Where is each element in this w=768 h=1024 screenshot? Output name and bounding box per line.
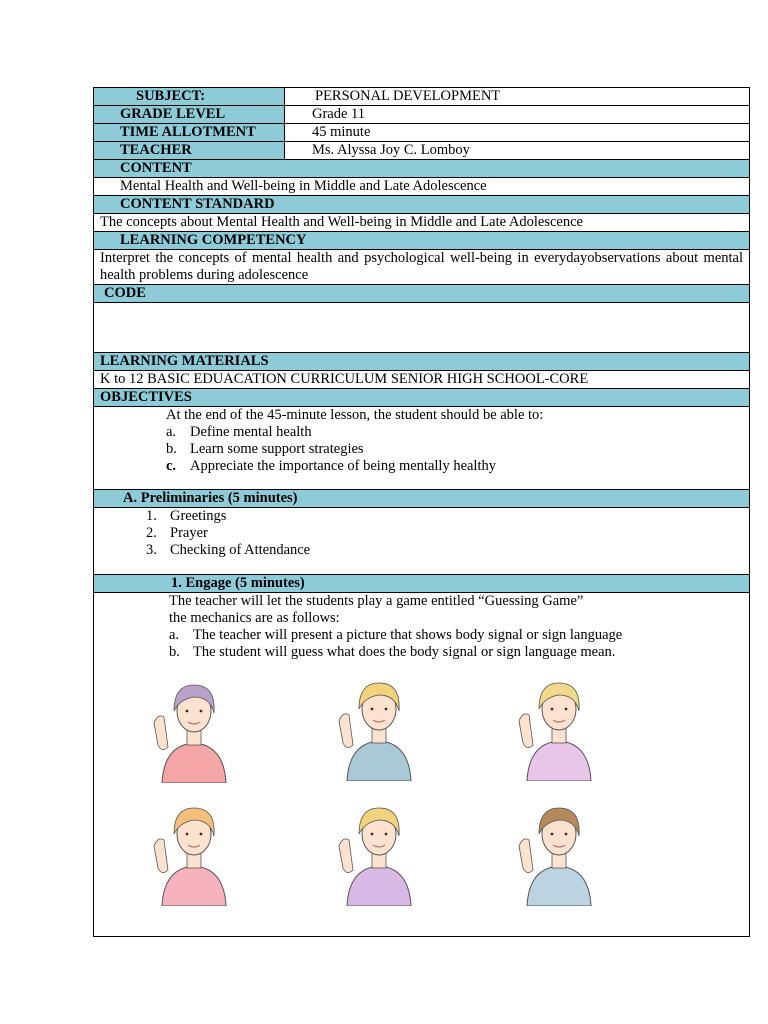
engage-line2: the mechanics are as follows: <box>169 610 340 626</box>
sign-language-person-long-hair-icon <box>124 796 264 906</box>
engage-label: 1. Engage (5 minutes) <box>171 575 305 591</box>
code-body <box>94 303 749 353</box>
list-item: 3. Checking of Attendance <box>146 542 311 558</box>
list-item: c. Appreciate the importance of being mentally healthy <box>166 458 496 474</box>
learning-competency-body <box>94 250 749 285</box>
engage-line1: The teacher will let the students play a game entitled “Guessing Game” <box>169 593 584 609</box>
content-standard-label: CONTENT STANDARD <box>120 196 275 212</box>
learning-materials-label: LEARNING MATERIALS <box>100 353 269 369</box>
learning-competency-text: Interpret the concepts of mental health and psychological well-being in everydayobservations about mental health problems during adolescence <box>100 250 743 283</box>
preliminaries-list <box>94 508 749 574</box>
time-allotment-label: TIME ALLOTMENT <box>94 124 285 141</box>
learning-competency-header <box>94 232 749 250</box>
content-header <box>94 160 749 178</box>
sign-language-person-brown-hair-icon <box>489 796 629 906</box>
objectives-list <box>166 424 749 475</box>
list-item: 2. Prayer <box>146 525 208 541</box>
time-allotment-row <box>94 124 749 142</box>
grade-level-row <box>94 106 749 124</box>
teacher-value: Ms. Alyssa Joy C. Lomboy <box>312 142 470 158</box>
subject-value: PERSONAL DEVELOPMENT <box>315 88 501 104</box>
content-standard-text: The concepts about Mental Health and Well-being in Middle and Late Adolescence <box>100 214 583 230</box>
lesson-plan-table <box>93 87 750 937</box>
learning-materials-header <box>94 353 749 371</box>
learning-materials-text: K to 12 BASIC EDUACATION CURRICULUM SENIOR HIGH SCHOOL-CORE <box>100 371 589 387</box>
sign-language-person-hand-on-chest-icon <box>489 671 629 781</box>
objectives-header <box>94 389 749 407</box>
content-label: CONTENT <box>120 160 192 176</box>
objectives-label: OBJECTIVES <box>100 389 192 405</box>
subject-label: SUBJECT: <box>94 88 285 105</box>
content-standard-header <box>94 196 749 214</box>
learning-competency-label: LEARNING COMPETENCY <box>120 232 307 248</box>
teacher-row <box>94 142 749 160</box>
time-allotment-value: 45 minute <box>312 124 371 140</box>
preliminaries-body <box>94 508 749 575</box>
sign-language-person-blonde-wave-icon <box>309 671 449 781</box>
subject-row <box>94 88 749 106</box>
engage-header <box>94 575 749 593</box>
code-label: CODE <box>104 285 146 301</box>
objectives-intro: At the end of the 45-minute lesson, the student should be able to: <box>166 407 544 423</box>
content-standard-body <box>94 214 749 232</box>
engage-body <box>94 593 749 936</box>
engage-list <box>169 627 749 661</box>
preliminaries-header <box>94 490 749 508</box>
content-text: Mental Health and Well-being in Middle and Late Adolescence <box>120 178 487 194</box>
content-body <box>94 178 749 196</box>
objectives-body <box>94 407 749 490</box>
list-item: a. Define mental health <box>166 424 312 440</box>
learning-materials-body <box>94 371 749 389</box>
sign-language-person-fist-icon <box>309 796 449 906</box>
code-header <box>94 285 749 303</box>
teacher-label: TEACHER <box>94 142 285 159</box>
list-item: b. The student will guess what does the body signal or sign language mean. <box>169 644 616 660</box>
list-item: b. Learn some support strategies <box>166 441 364 457</box>
grade-level-label: GRADE LEVEL <box>94 106 285 123</box>
sign-language-person-curly-hair-icon <box>124 673 264 783</box>
list-item: 1. Greetings <box>146 508 227 524</box>
sign-language-illustrations <box>94 661 749 931</box>
list-item: a. The teacher will present a picture that shows body signal or sign language <box>169 627 623 643</box>
grade-level-value: Grade 11 <box>312 106 366 122</box>
preliminaries-label: A. Preliminaries (5 minutes) <box>123 490 298 506</box>
